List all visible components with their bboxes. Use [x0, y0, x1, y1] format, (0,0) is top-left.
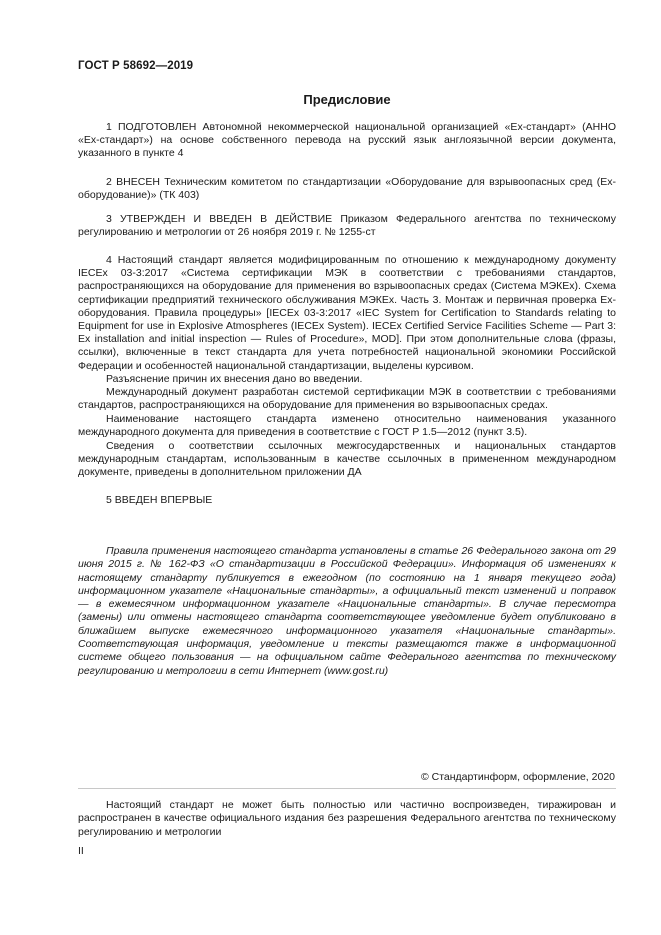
paragraph-name-change: Наименование настоящего стандарта изменено относительно наименования указанного международного документа для приведения в соответствие с ГОСТ Р 1.5—2012 (пункт 3.5). — [78, 413, 616, 439]
paragraph-references: Сведения о соответствии ссылочных межгосударственных и национальных стандартов международным стандартам, использованным в качестве ссылочных в примененном международном документе, приведены в дополнительном приложении ДА — [78, 440, 616, 479]
paragraph-prepared-by: 1 ПОДГОТОВЛЕН Автономной некоммерческой национальной организацией «Ex-стандарт» (АННО «Ex-стандарт») на основе собственного перевода на русский язык англоязычной версии документа, указанного в пункте 4 — [78, 121, 616, 160]
paragraph-explanation: Разъяснение причин их внесения дано во введении. — [106, 373, 363, 385]
page-title: Предисловие — [303, 92, 391, 107]
page-number: II — [78, 845, 84, 857]
paragraph-first-introduced: 5 ВВЕДЕН ВПЕРВЫЕ — [106, 494, 213, 506]
paragraph-introduced-by: 2 ВНЕСЕН Техническим комитетом по стандартизации «Оборудование для взрывоопасных сред (Ex-оборудование)» (ТК 403) — [78, 176, 616, 202]
standard-designation: ГОСТ Р 58692—2019 — [78, 60, 194, 72]
application-rules-notice: Правила применения настоящего стандарта установлены в статье 26 Федерального закона от 29 июня 2015 г. № 162-ФЗ «О стандартизации в Российской Федерации». Информация об изменениях к настоящему стандарту публикуется в ежегодном (по состоянию на 1 января текущего года) информационном указателе «Национальные стандарты», а официальный текст изменений и поправок — в ежемесячном информационном указателе «Национальные стандарты». В случае пересмотра (замены) или отмены настоящего стандарта соответствующее уведомление будет опубликовано в ближайшем выпуске ежемесячного информационного указателя «Национальные стандарты». Соответствующая информация, уведомление и тексты размещаются также в информационной системе общего пользования — на официальном сайте Федерального агентства по техническому регулированию и метрологии в сети Интернет (www.gost.ru) — [78, 545, 616, 677]
paragraph-international-doc: Международный документ разработан системой сертификации МЭК в соответствии с требованиями стандартов, распространяющихся на оборудование для применения во взрывоопасных средах. — [78, 386, 616, 412]
paragraph-approved: 3 УТВЕРЖДЕН И ВВЕДЕН В ДЕЙСТВИЕ Приказом Федерального агентства по техническому регулированию и метрологии от 26 ноября 2019 г. № 1255-ст — [78, 213, 616, 239]
copyright-line: © Стандартинформ, оформление, 2020 — [420, 771, 615, 783]
divider-line — [78, 788, 616, 789]
paragraph-modification: 4 Настоящий стандарт является модифицированным по отношению к международному документу IECEx 03-3:2017 «Система сертификации МЭК в соответствии с требованиями стандартов, распространяющихся на оборудование для применения во взрывоопасных средах (Система МЭКЕх). Схема сертификации предприятий технического обслуживания МЭКЕх. Часть 3. Монтаж и первичная проверка Ex-оборудования. Правила процедуры» [IECEx 03-3:2017 «IEC System for Certification to Standards relating to Equipment for use in Explosive Atmospheres (IECEx System). IECEx Certified Service Facilities Scheme — Part 3: Ex installation and initial inspection — Rules of Procedure», MOD]. При этом дополнительные слова (фразы, ссылки), включенные в текст стандарта для учета потребностей национальной экономики Российской Федерации и особенностей национальной стандартизации, выделены курсивом. — [78, 254, 616, 372]
reproduction-rights: Настоящий стандарт не может быть полностью или частично воспроизведен, тиражирован и распространен в качестве официального издания без разрешения Федерального агентства по техническому регулированию и метрологии — [78, 799, 616, 838]
